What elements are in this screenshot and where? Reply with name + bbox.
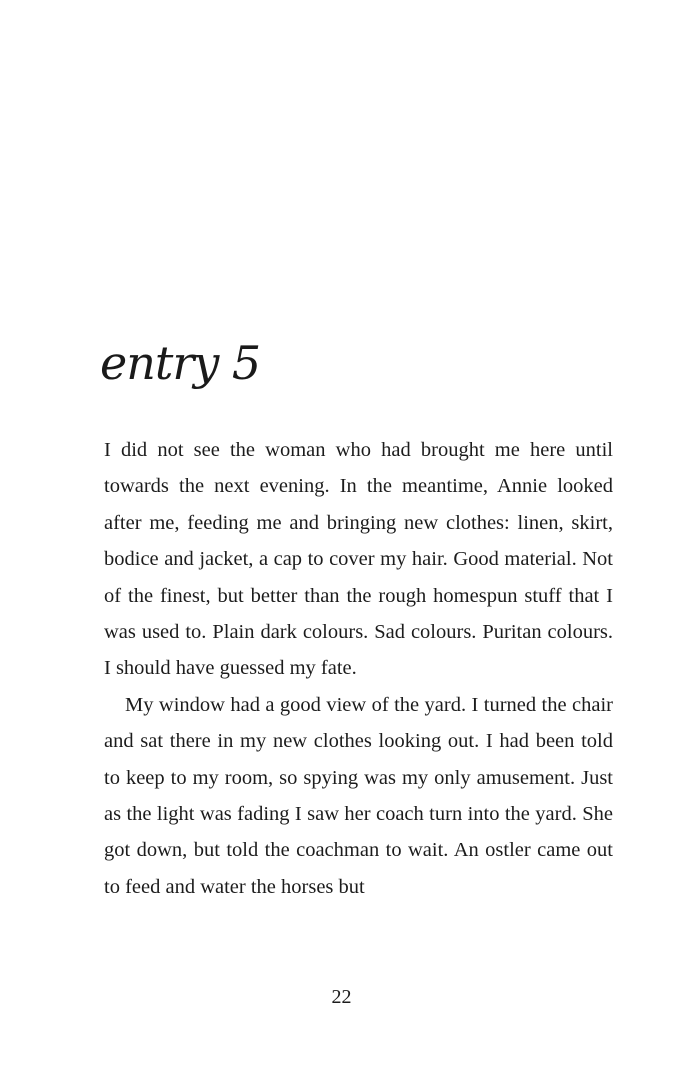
chapter-heading: entry 5 (100, 336, 261, 390)
body-text (104, 432, 613, 905)
paragraph-1: I did not see the woman who had brought me here until towards the next evening. In the meantime, Annie looked after me, feeding me and bringing new clothes: linen, skirt, bodice and jacket, a cap to cover my hair. Good material. Not of the finest, but better than the rough homespun stuff that I was used to. Plain dark colours. Sad colours. Puritan colours. I should have guessed my fate. (104, 439, 613, 680)
page-number: 22 (331, 986, 352, 1008)
paragraph-2: My window had a good view of the yard. I turned the chair and sat there in my new clothes looking out. I had been told to keep to my room, so spying was my only amusement. Just as the light was fading I saw her coach turn into the yard. She got down, but told the coachman to wait. An ostler came out to feed and water the horses but (104, 693, 613, 898)
